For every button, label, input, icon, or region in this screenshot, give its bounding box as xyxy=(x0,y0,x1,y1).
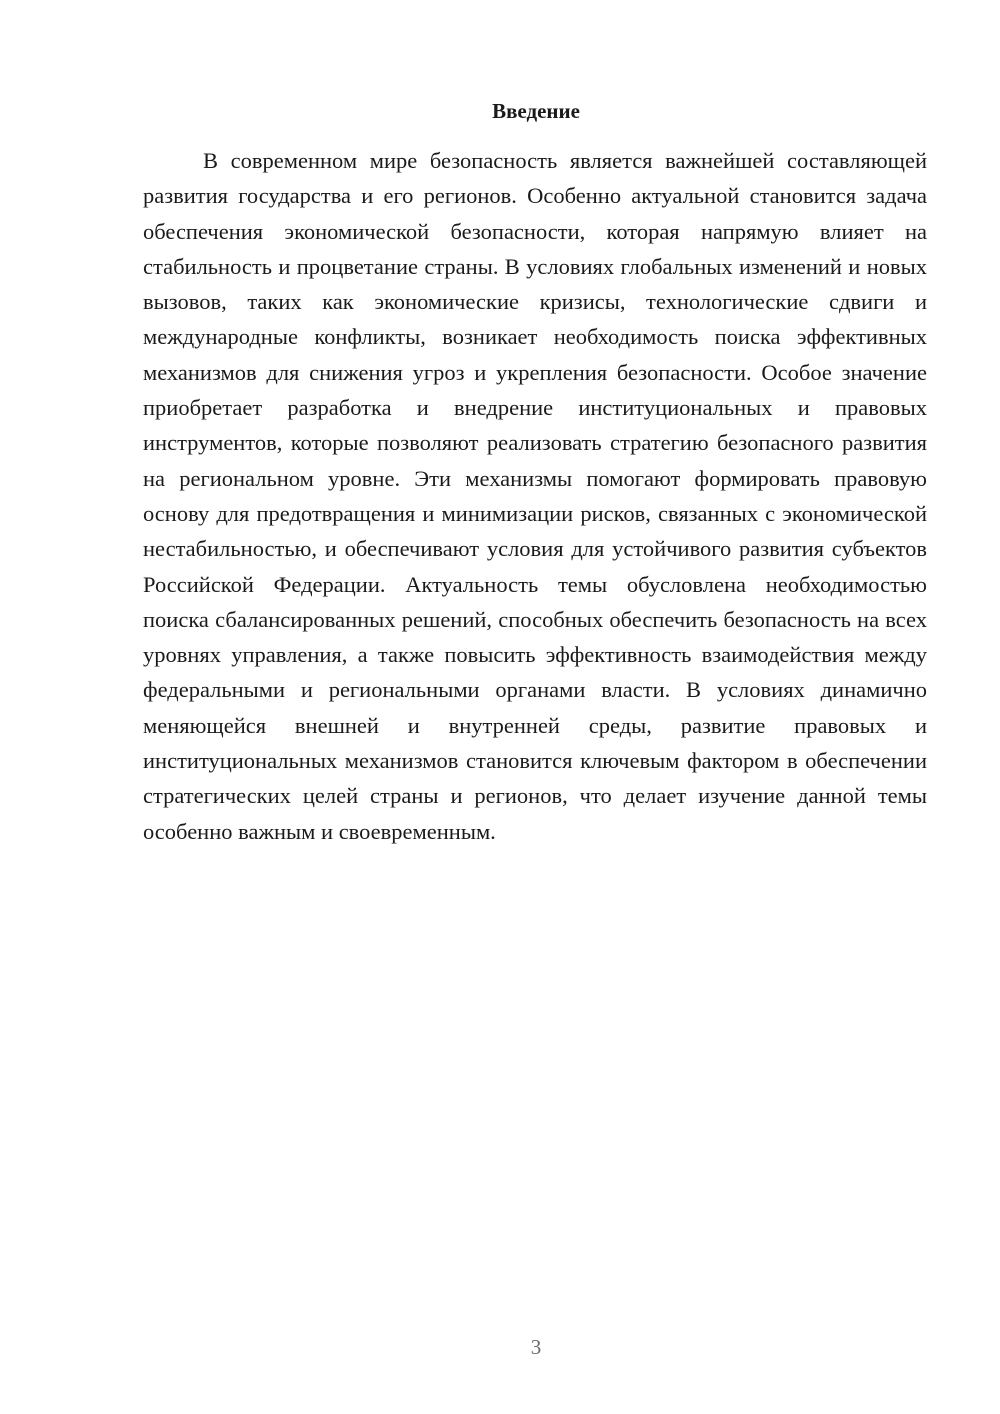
body-paragraph: В современном мире безопасность является важнейшей составляющей развития государства и его регионов. Особенно актуальной становится задача обеспечения экономической безопасности, которая напрямую влияет на стабильность и процветание страны. В условиях глобальных изменений и новых вызовов, таких как экономические кризисы, технологические сдвиги и международные конфликты, возникает необходимость поиска эффективных механизмов для снижения угроз и укрепления безопасности. Особое значение приобретает разработка и внедрение институциональных и правовых инструментов, которые позволяют реализовать стратегию безопасного развития на региональном уровне. Эти механизмы помогают формировать правовую основу для предотвращения и минимизации рисков, связанных с экономической нестабильностью, и обеспечивают условия для устойчивого развития субъектов Российской Федерации. Актуальность темы обусловлена необходимостью поиска сбалансированных решений, способных обеспечить безопасность на всех уровнях управления, а также повысить эффективность взаимодействия между федеральными и региональными органами власти. В условиях динамично меняющейся внешней и внутренней среды, развитие правовых и институциональных механизмов становится ключевым фактором в обеспечении стратегических целей страны и регионов, что делает изучение данной темы особенно важным и своевременным. xyxy=(143,148,927,844)
page-number: 3 xyxy=(530,1335,542,1359)
section-heading: Введение xyxy=(492,99,580,123)
